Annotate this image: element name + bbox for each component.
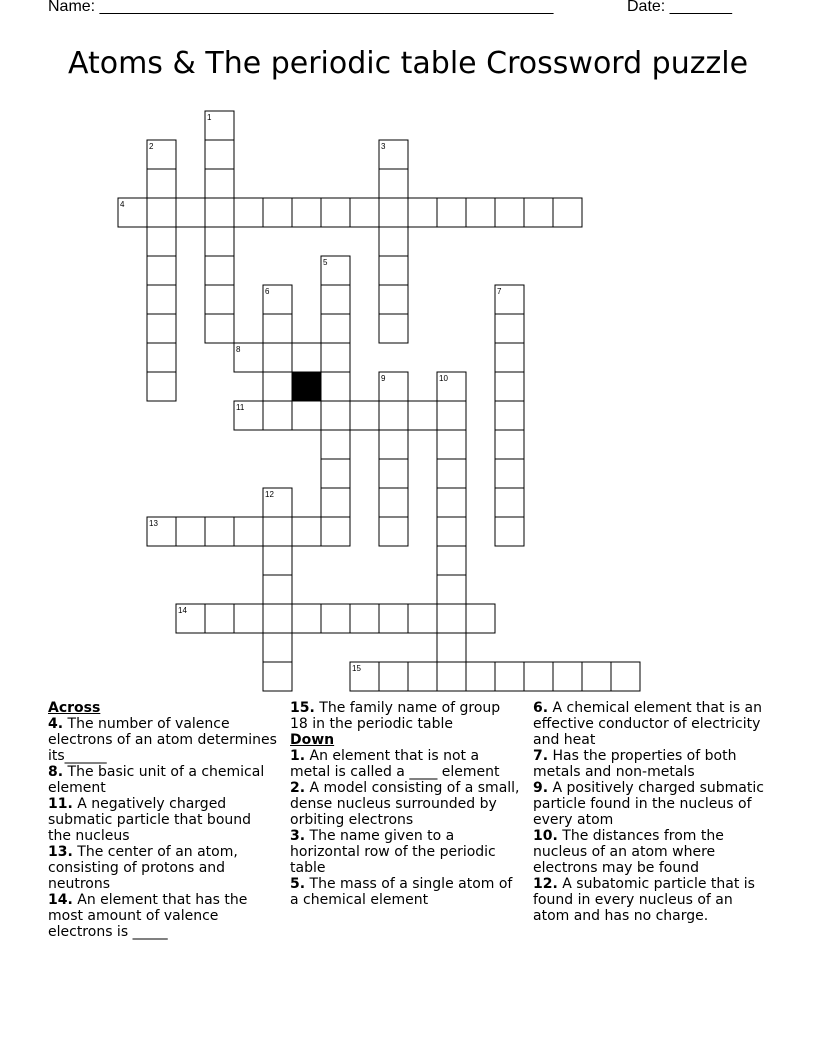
grid-cell[interactable] [408,401,437,430]
grid-cell[interactable] [205,314,234,343]
clue-item [533,780,765,828]
clue-item-text: A model consisting of a small, dense nucleus surrounded by orbiting electrons [290,780,520,828]
clue-number-6: 6 [265,287,270,296]
clues-column-3 [533,700,765,924]
clue-item-text: The distances from the nucleus of an atom where electrons may be found [533,828,724,876]
clue-item-number: 6. [533,700,549,716]
grid-cell[interactable] [408,662,437,691]
grid-cell[interactable] [321,488,350,517]
grid-cell[interactable] [147,372,176,401]
grid-cell[interactable] [147,314,176,343]
page-title: Atoms & The periodic table Crossword puzzle [67,46,749,81]
clue-item [290,700,522,732]
clue-item-number: 3. [290,828,306,844]
grid-cell[interactable] [495,488,524,517]
clue-item-text: The family name of group 18 in the periodic table [290,700,501,732]
black-cell [292,372,321,401]
grid-cell[interactable] [205,198,234,227]
grid-cell[interactable] [553,198,582,227]
grid-cell[interactable] [379,256,408,285]
clue-item [533,828,765,876]
grid-cell[interactable] [379,604,408,633]
grid-cell[interactable] [292,343,321,372]
clue-item-number: 11. [48,796,73,812]
clue-item [48,716,278,764]
grid-cell[interactable] [205,227,234,256]
across-clues-column [48,700,278,940]
grid-cell[interactable] [350,198,379,227]
clue-number-12: 12 [265,490,274,499]
grid-cell[interactable] [234,604,263,633]
clue-item-text: An element that is not a metal is called a ____ element [290,748,500,780]
grid-cell[interactable] [205,169,234,198]
grid-cell[interactable] [350,401,379,430]
grid-cell[interactable] [437,662,466,691]
grid-cell[interactable] [437,459,466,488]
grid-cell[interactable] [234,517,263,546]
clue-item-text: The center of an atom, consisting of protons and neutrons [48,844,238,892]
grid-cell[interactable] [147,227,176,256]
clue-item-text: A chemical element that is an effective conductor of electricity and heat [533,700,763,748]
clue-number-8: 8 [236,345,241,354]
grid-cell[interactable] [147,256,176,285]
clue-item [48,764,278,796]
clue-number-2: 2 [149,142,154,151]
grid-cell[interactable] [379,488,408,517]
clue-item-number: 2. [290,780,306,796]
grid-cell[interactable] [292,517,321,546]
grid-cell[interactable] [495,372,524,401]
grid-cell[interactable] [495,401,524,430]
grid-cell[interactable] [408,604,437,633]
clue-item [290,748,522,780]
grid-cell[interactable] [263,575,292,604]
clue-heading-down: Down [290,732,335,748]
clue-number-5: 5 [323,258,328,267]
grid-cell[interactable] [205,140,234,169]
grid-cell[interactable] [524,662,553,691]
grid-cell[interactable] [379,198,408,227]
grid-cell[interactable] [263,517,292,546]
grid-cell[interactable] [292,198,321,227]
grid-cell[interactable] [263,343,292,372]
clue-number-1: 1 [207,113,212,122]
grid-cell[interactable] [147,285,176,314]
clue-item [290,828,522,876]
grid-cell[interactable] [611,662,640,691]
clue-heading-across: Across [48,700,101,716]
clue-number-4: 4 [120,200,125,209]
grid-cell[interactable] [263,604,292,633]
grid-cell[interactable] [437,401,466,430]
grid-cell[interactable] [437,198,466,227]
clue-item [290,780,522,828]
clue-item-text: The number of valence electrons of an atom determines its______ [48,716,277,764]
grid-cell[interactable] [495,314,524,343]
grid-cell[interactable] [147,198,176,227]
grid-cell[interactable] [379,285,408,314]
clue-item-text: An element that has the most amount of valence electrons is _____ [48,892,248,940]
grid-cell[interactable] [437,430,466,459]
grid-cell[interactable] [437,575,466,604]
clue-item-number: 13. [48,844,73,860]
grid-cell[interactable] [321,604,350,633]
grid-cell[interactable] [321,430,350,459]
grid-cell[interactable] [205,517,234,546]
clue-number-9: 9 [381,374,386,383]
clue-item-text: A negatively charged submatic particle that bound the nucleus [48,796,252,844]
grid-cell[interactable] [205,256,234,285]
grid-cell[interactable] [234,198,263,227]
grid-cell[interactable] [379,662,408,691]
clue-item-text: Has the properties of both metals and non-metals [533,748,737,780]
grid-cell[interactable] [495,430,524,459]
grid-cell[interactable] [437,546,466,575]
date-field: Date: _______ [627,0,732,15]
grid-cell[interactable] [466,198,495,227]
clue-item-number: 12. [533,876,558,892]
grid-cell[interactable] [205,604,234,633]
grid-cell[interactable] [321,517,350,546]
clue-item-text: A positively charged submatic particle found in the nucleus of every atom [533,780,764,828]
clue-number-11: 11 [236,403,245,412]
clue-item-number: 1. [290,748,306,764]
clue-item-text: The mass of a single atom of a chemical element [290,876,513,908]
clue-item-text: A subatomic particle that is found in every nucleus of an atom and has no charge. [533,876,755,924]
grid-cell[interactable] [263,633,292,662]
clue-item [533,700,765,748]
clue-item [48,844,278,892]
clue-number-14: 14 [178,606,187,615]
grid-cell[interactable] [321,459,350,488]
grid-cell[interactable] [437,604,466,633]
clue-item-text: The name given to a horizontal row of the periodic table [290,828,496,876]
grid-cell[interactable] [466,662,495,691]
clue-item [533,748,765,780]
clue-number-13: 13 [149,519,158,528]
grid-cell[interactable] [495,517,524,546]
grid-cell[interactable] [321,343,350,372]
clue-item [533,876,765,924]
grid-cell[interactable] [495,343,524,372]
grid-cell[interactable] [437,517,466,546]
grid-cell[interactable] [147,343,176,372]
grid-cell[interactable] [524,198,553,227]
grid-cell[interactable] [437,633,466,662]
clue-number-15: 15 [352,664,361,673]
clue-number-7: 7 [497,287,502,296]
grid-cell[interactable] [408,198,437,227]
grid-cell[interactable] [321,401,350,430]
name-field: Name: ___________________________________________________ [48,0,554,15]
grid-cell[interactable] [582,662,611,691]
grid-cell[interactable] [176,517,205,546]
clues-column-2 [290,700,522,908]
grid-cell[interactable] [263,401,292,430]
grid-cell[interactable] [379,459,408,488]
grid-cell[interactable] [263,546,292,575]
grid-cell[interactable] [176,198,205,227]
grid-cell[interactable] [495,459,524,488]
clue-item-number: 15. [290,700,315,716]
grid-cell[interactable] [379,227,408,256]
clue-item-number: 7. [533,748,549,764]
grid-cell[interactable] [379,430,408,459]
clue-number-3: 3 [381,142,386,151]
grid-cell[interactable] [205,285,234,314]
clue-number-10: 10 [439,374,448,383]
grid-cell[interactable] [379,401,408,430]
clue-item-number: 8. [48,764,64,780]
grid-cell[interactable] [437,488,466,517]
grid-cell[interactable] [495,198,524,227]
grid-cell[interactable] [321,314,350,343]
grid-cell[interactable] [263,198,292,227]
clue-item-number: 4. [48,716,64,732]
grid-cell[interactable] [379,169,408,198]
grid-cell[interactable] [147,169,176,198]
clue-item-number: 10. [533,828,558,844]
clue-item [48,892,278,940]
grid-cell[interactable] [379,314,408,343]
grid-cell[interactable] [379,517,408,546]
grid-cell[interactable] [263,314,292,343]
grid-cell[interactable] [292,604,321,633]
clue-item [290,876,522,908]
clue-item [48,796,278,844]
clue-item-text: The basic unit of a chemical element [48,764,265,796]
grid-cell[interactable] [263,372,292,401]
grid-cell[interactable] [466,604,495,633]
grid-cell[interactable] [321,285,350,314]
grid-cell[interactable] [292,401,321,430]
grid-cell[interactable] [495,662,524,691]
clue-item-number: 9. [533,780,549,796]
grid-cell[interactable] [321,198,350,227]
clue-item-number: 5. [290,876,306,892]
grid-cell[interactable] [553,662,582,691]
grid-cell[interactable] [321,372,350,401]
clue-item-number: 14. [48,892,73,908]
grid-cell[interactable] [350,604,379,633]
grid-cell[interactable] [263,662,292,691]
